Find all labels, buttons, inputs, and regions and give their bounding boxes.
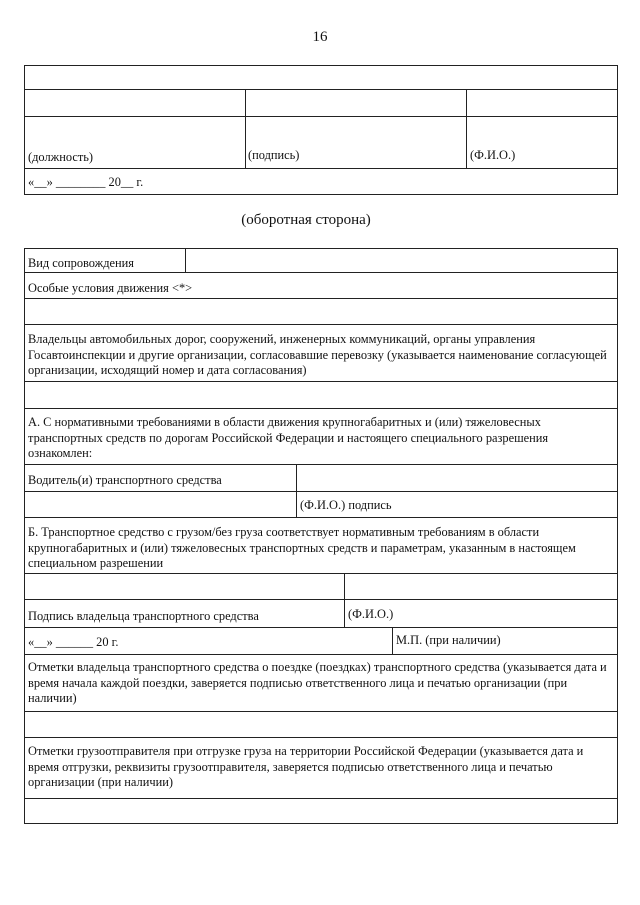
table-border — [24, 272, 618, 273]
owners-approval-text: Владельцы автомобильных дорог, сооружений, инженерных коммуникаций, органы управления Госавтоинспекции и другие организации, согласовавшие перевозку (указывается наименование согласующей организации, исходящий номер и дата согласования) — [28, 332, 607, 377]
special-conditions-label: Особые условия движения <*> — [28, 281, 193, 295]
table-border — [24, 194, 618, 195]
table-border — [24, 65, 25, 194]
table-border — [24, 168, 618, 169]
name-signature-label: (Ф.И.О.) подпись — [300, 498, 392, 512]
position-label: (должность) — [28, 150, 94, 164]
table-border — [24, 116, 618, 117]
table-border — [24, 381, 618, 382]
reverse-side-title: (оборотная сторона) — [241, 212, 371, 228]
table-border — [24, 324, 618, 325]
section-b-text: Б. Транспортное средство с грузом/без груза соответствует нормативным требованиям в области крупногабаритных и (или) тяжеловесных транспортных средств и параметрам, указанным в настоящем специальном разрешении — [28, 525, 576, 570]
table-border — [24, 248, 25, 823]
table-border — [24, 798, 618, 799]
table-border — [466, 89, 467, 168]
table-border — [24, 627, 618, 628]
table-border — [24, 737, 618, 738]
drivers-label: Водитель(и) транспортного средства — [28, 473, 222, 487]
escort-type-label: Вид сопровождения — [28, 256, 134, 270]
table-border — [24, 464, 618, 465]
table-border — [24, 298, 618, 299]
table-border — [24, 599, 618, 600]
table-border — [392, 627, 393, 654]
shipper-notes-text: Отметки грузоотправителя при отгрузке груза на территории Российской Федерации (указывается дата и время отгрузки, реквизиты грузоотправителя, заверяется подписью ответственного лица и печатью организации (при наличии) — [28, 744, 584, 789]
owner-signature-label: Подпись владельца транспортного средства — [28, 609, 259, 623]
table-border — [24, 517, 618, 518]
name-label: (Ф.И.О.) — [470, 148, 516, 162]
section-a-text: А. С нормативными требованиями в области движения крупногабаритных и (или) тяжеловесных транспортных средств по дорогам Российской Федерации и настоящего специального разрешения ознакомлен: — [28, 415, 549, 460]
owner-name-label: (Ф.И.О.) — [348, 607, 394, 621]
form-date-line: «__» ______ 20 г. — [28, 635, 119, 649]
table-border — [24, 823, 618, 824]
page-number: 16 — [312, 29, 328, 45]
table-border — [24, 89, 618, 90]
table-border — [24, 65, 618, 66]
owner-trip-notes-text: Отметки владельца транспортного средства о поездке (поездках) транспортного средства (указывается дата и время начала каждой поездки, заверяется подписью ответственного лица и печатью организации (при наличии) — [28, 660, 607, 705]
table-border — [24, 711, 618, 712]
date-line: «__» ________ 20__ г. — [28, 175, 144, 189]
table-border — [24, 248, 618, 249]
table-border — [245, 89, 246, 168]
table-border — [24, 654, 618, 655]
table-border — [617, 65, 618, 194]
table-border — [185, 248, 186, 272]
table-border — [296, 464, 297, 517]
table-border — [24, 573, 618, 574]
table-border — [24, 491, 618, 492]
table-border — [344, 573, 345, 627]
table-border — [617, 248, 618, 823]
seal-label: М.П. (при наличии) — [396, 633, 501, 647]
signature-label: (подпись) — [248, 148, 300, 162]
table-border — [24, 408, 618, 409]
